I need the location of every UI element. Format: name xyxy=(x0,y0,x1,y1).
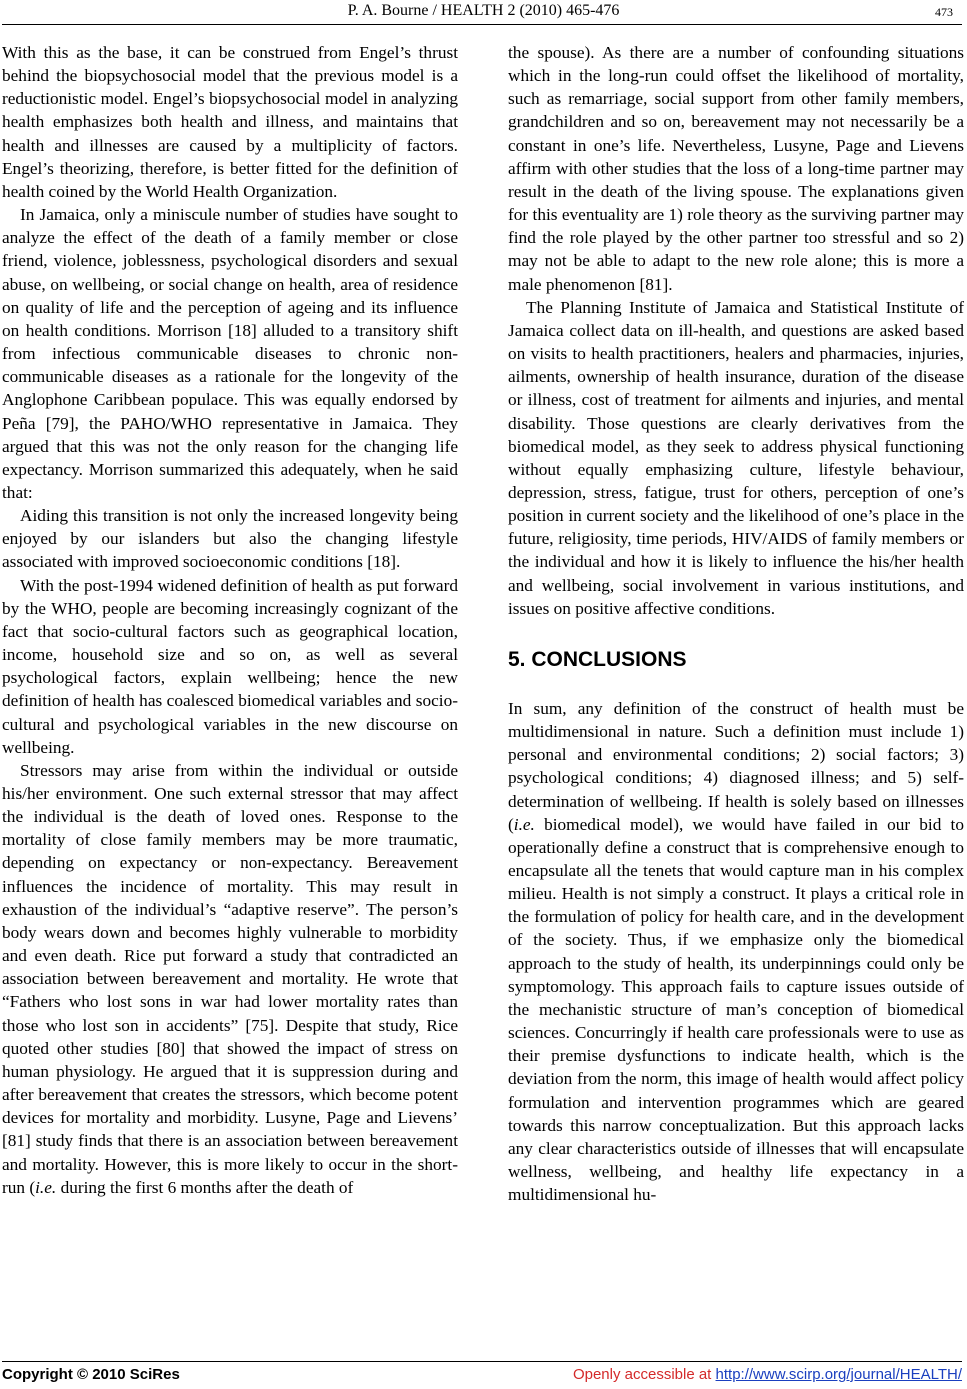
paragraph-text: In sum, any definition of the construct of health must be multidimensional in nature. Such a definition must include 1) personal and environmental conditions; 2) social factors; 3) psychological conditions; 4) diagnosed illness; and 5) self-determination of wellbeing. If health is solely based on illnesses ( xyxy=(508,698,964,834)
paragraph: In Jamaica, only a miniscule number of studies have sought to analyze the effect of the death of a family member or close friend, violence, joblessness, psychological disorders and sexual abuse, on wellbeing, or social change on health, area of residence on quality of life and the perception of ageing and its influence on health conditions. Morrison [18] alluded to a transitory shift from infectious communicable diseases to chronic non-communicable diseases as a rationale for the longevity of the Anglophone Caribbean populace. This was equally endorsed by Peña [79], the PAHO/WHO representative in Jamaica. They argued that this was not the only reason for the changing life expectancy. Morrison summarized this adequately, when he said that: xyxy=(2,205,458,502)
paragraph xyxy=(2,759,458,1199)
header-rule xyxy=(2,24,962,25)
page-number: 473 xyxy=(935,5,953,19)
paragraph: With the post-1994 widened definition of health as put forward by the WHO, people are becoming increasingly cognizant of the fact that socio-cultural factors such as geographical location, income, household size and so on, as well as several psychological factors, explain wellbeing; hence the new definition of health has coalesced biomedical variables and socio-cultural and psychological variables in the new discourse on wellbeing. xyxy=(2,575,458,757)
paragraph-text: biomedical model), we would have failed in our bid to operationally define a construct that is comprehensive enough to encapsulate all the tenets that would capture man in his complex milieu. Health is not simply a construct. It plays a critical role in the formulation of policy for health care, and in the development of the society. Thus, if we emphasize only the biomedical approach to the study of health, its underpinnings could only be symptomology. This approach fails to capture issues outside of the mechanistic structure of man’s conception of biomedical sciences. Concurringly if health care professionals were to use as their premise dysfunctions to indicate health, which is the deviation from the norm, this image of health would affect policy formulation and intervention programmes which are geared towards this narrow conceptualization. But this approach lacks any clear characteristics outside of illnesses that will encapsulate wellness, wellbeing, and healthy life expectancy in a multidimensional hu- xyxy=(508,814,964,1205)
footer-rule xyxy=(2,1361,962,1362)
copyright-notice: Copyright © 2010 SciRes xyxy=(2,1366,180,1383)
italic-abbrev: i.e. xyxy=(513,814,535,834)
open-access-label: Openly accessible at xyxy=(572,1366,716,1383)
paragraph xyxy=(508,697,964,1206)
italic-abbrev: i.e. xyxy=(35,1177,57,1197)
paragraph-text: during the first 6 months after the death of xyxy=(56,1177,354,1197)
paragraph-text: Stressors may arise from within the individual or outside his/her environment. One such external stressor that may affect the individual is the death of loved ones. Response to the mortality of close family members may be more traumatic, depending on expectancy or non-expectancy. Bereavement influences the incidence of mortality. This may result in exhaustion of the individual’s “adaptive reserve”. The person’s body wears down and becomes highly vulnerable to morbidity and even death. Rice put forward a study that contradicted an association between bereavement and mortality. He wrote that “Fathers who lost sons in war had lower mortality rates than those who lost son in accidents” [75]. Despite that study, Rice quoted other studies [80] that showed the impact of stress on human physiology. He argued that it is suppression during and after bereavement that creates the stressors, which become potent devices for mortality and morbidity. Lusyne, Page and Lievens’ [81] study finds that there is an association between bereavement and mortality. However, this is more likely to occur in the short-run ( xyxy=(2,760,458,1197)
open-access-notice xyxy=(573,1366,962,1383)
section-heading: 5. CONCLUSIONS xyxy=(508,647,687,671)
block-quote: Aiding this transition is not only the increased longevity being enjoyed by our islanders but also the changing lifestyle associated with improved socioeconomic conditions [18]. xyxy=(2,506,458,572)
paragraph: The Planning Institute of Jamaica and Statistical Institute of Jamaica collect data on ill-health, and questions are asked based on visits to health practitioners, healers and pharmacies, injuries, ailments, ownership of health insurance, duration of the disease or illness, cost of treatment for ailments and injuries, and mental disability. Those questions are clearly derivatives from the biomedical model, as they seek to address physical functioning without equally emphasizing culture, lifestyle behaviour, depression, stress, fatigue, trust for others, perception of one’s position in current society and the likelihood of one’s place in the future, religiosity, time periods, HIV/AIDS of family members or the individual and how it is likely to influence the his/her health and wellbeing, social involvement in various institutions, and issues on positive affective conditions. xyxy=(508,297,964,618)
journal-link[interactable]: http://www.scirp.org/journal/HEALTH/ xyxy=(715,1366,962,1383)
running-header: P. A. Bourne / HEALTH 2 (2010) 465-476 xyxy=(347,2,620,19)
left-column xyxy=(2,41,458,1199)
paragraph: the spouse). As there are a number of confounding situations which in the long-run could offset the likelihood of mortality, such as remarriage, social support from other family members, grandchildren and so on, bereavement may not necessarily be a constant in one’s life. Nevertheless, Lusyne, Page and Lievens affirm with other studies that the loss of a long-time partner may result in the death of the living spouse. The explanations given for this eventuality are 1) role theory as the surviving partner may find the role played by the other partner too stressful and so 2) may not be able to adapt to the new role alone; this is more a male phenomenon [81]. xyxy=(508,43,964,294)
paragraph: With this as the base, it can be construed from Engel’s thrust behind the biopsychosocial model that the previous model is a reductionistic model. Engel’s biopsychosocial model in analyzing health emphasizes both health and illness, and maintains that health and illnesses are caused by a multiplicity of factors. Engel’s theorizing, therefore, is better fitted for the definition of health coined by the World Health Organization. xyxy=(2,43,458,201)
right-column xyxy=(508,41,964,1206)
